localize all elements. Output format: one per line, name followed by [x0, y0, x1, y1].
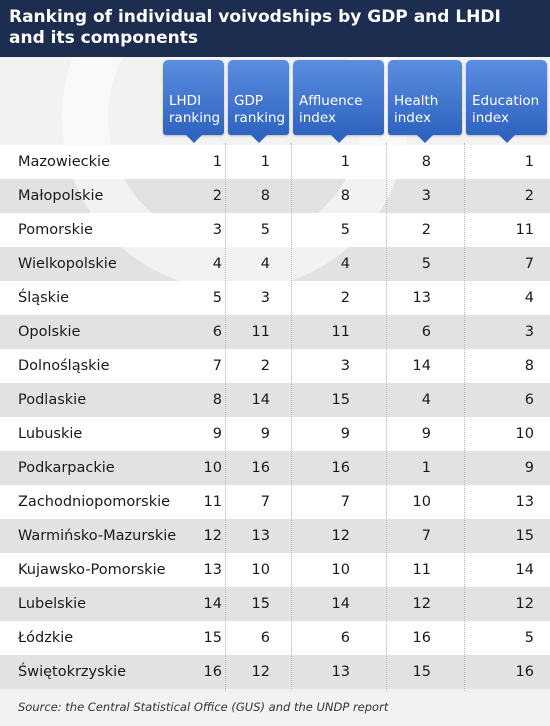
rank-value: 4 [260, 256, 270, 272]
rank-value: 13 [412, 290, 431, 306]
rank-value: 4 [421, 392, 431, 408]
rank-value: 10 [203, 460, 222, 476]
rank-value: 2 [421, 222, 431, 238]
column-divider [291, 143, 292, 691]
rank-value: 12 [203, 528, 222, 544]
rank-value: 5 [340, 222, 350, 238]
rank-value: 11 [251, 324, 270, 340]
region-name: Podlaskie [18, 392, 87, 408]
region-name: Opolskie [18, 324, 81, 340]
region-name: Mazowieckie [18, 154, 111, 170]
column-header-label: GDP ranking [234, 93, 286, 126]
rank-value: 7 [212, 358, 222, 374]
rank-value: 15 [331, 392, 350, 408]
rank-value: 2 [212, 188, 222, 204]
rank-value: 14 [203, 596, 222, 612]
column-divider [225, 143, 226, 691]
rank-value: 7 [260, 494, 270, 510]
rank-value: 11 [515, 222, 534, 238]
rank-value: 12 [251, 664, 270, 680]
region-name: Wielkopolskie [18, 256, 117, 272]
rank-value: 9 [212, 426, 222, 442]
column-header-label: LHDI ranking [169, 93, 221, 126]
rank-value: 8 [524, 358, 534, 374]
rank-value: 1 [260, 154, 270, 170]
rank-value: 4 [340, 256, 350, 272]
rank-value: 16 [251, 460, 270, 476]
rank-value: 16 [412, 630, 431, 646]
rank-value: 1 [212, 154, 222, 170]
rank-value: 3 [212, 222, 222, 238]
rank-value: 7 [524, 256, 534, 272]
region-name: Kujawsko-Pomorskie [18, 562, 166, 578]
rank-value: 16 [331, 460, 350, 476]
rank-value: 14 [251, 392, 270, 408]
column-header-label: Health index [394, 93, 439, 126]
rank-value: 4 [524, 290, 534, 306]
rank-value: 3 [340, 358, 350, 374]
rank-value: 10 [251, 562, 270, 578]
rank-value: 3 [260, 290, 270, 306]
column-header [293, 60, 384, 135]
rank-value: 2 [260, 358, 270, 374]
region-name: Śląskie [18, 290, 70, 306]
region-name: Zachodniopomorskie [18, 494, 171, 510]
chart-title: Ranking of individual voivodships by GDP and LHDI and its components [9, 7, 501, 48]
rank-value: 11 [331, 324, 350, 340]
column-header [466, 60, 547, 135]
rank-value: 8 [212, 392, 222, 408]
rank-value: 1 [421, 460, 431, 476]
rank-value: 6 [524, 392, 534, 408]
rank-value: 13 [331, 664, 350, 680]
rank-value: 15 [203, 630, 222, 646]
rank-value: 2 [524, 188, 534, 204]
rank-value: 12 [331, 528, 350, 544]
column-divider [386, 143, 387, 691]
rank-value: 3 [421, 188, 431, 204]
rank-value: 15 [412, 664, 431, 680]
rank-value: 3 [524, 324, 534, 340]
region-name: Małopolskie [18, 188, 104, 204]
region-name: Świętokrzyskie [18, 664, 127, 680]
rank-value: 9 [421, 426, 431, 442]
rank-value: 1 [340, 154, 350, 170]
rank-value: 13 [515, 494, 534, 510]
rank-value: 12 [515, 596, 534, 612]
region-name: Podkarpackie [18, 460, 115, 476]
rank-value: 2 [340, 290, 350, 306]
rank-value: 6 [260, 630, 270, 646]
rank-value: 14 [331, 596, 350, 612]
rank-value: 5 [524, 630, 534, 646]
rank-value: 7 [421, 528, 431, 544]
region-name: Pomorskie [18, 222, 93, 238]
region-name: Łódzkie [18, 630, 74, 646]
rank-value: 14 [412, 358, 431, 374]
rank-value: 1 [524, 154, 534, 170]
rank-value: 12 [412, 596, 431, 612]
row-stripe [0, 621, 550, 655]
column-header-label: Affluence index [299, 93, 363, 126]
rank-value: 11 [412, 562, 431, 578]
rank-value: 9 [524, 460, 534, 476]
column-header [228, 60, 289, 135]
rank-value: 14 [515, 562, 534, 578]
rank-value: 10 [331, 562, 350, 578]
column-header [163, 60, 224, 135]
rank-value: 11 [203, 494, 222, 510]
rank-value: 16 [203, 664, 222, 680]
region-name: Lubelskie [18, 596, 87, 612]
rank-value: 15 [251, 596, 270, 612]
region-name: Warmińsko-Mazurskie [18, 528, 177, 544]
column-divider [464, 143, 465, 691]
rank-value: 13 [251, 528, 270, 544]
rank-value: 8 [421, 154, 431, 170]
rank-value: 9 [260, 426, 270, 442]
rank-value: 13 [203, 562, 222, 578]
rank-value: 9 [340, 426, 350, 442]
rank-value: 5 [260, 222, 270, 238]
rank-value: 6 [421, 324, 431, 340]
row-stripe [0, 417, 550, 451]
region-name: Dolnośląskie [18, 358, 110, 374]
rank-value: 6 [212, 324, 222, 340]
rank-value: 7 [340, 494, 350, 510]
region-name: Lubuskie [18, 426, 83, 442]
rank-value: 4 [212, 256, 222, 272]
source-note: Source: the Central Statistical Office (GUS) and the UNDP report [18, 700, 389, 714]
rank-value: 5 [421, 256, 431, 272]
row-stripe [0, 315, 550, 349]
column-header [388, 60, 462, 135]
rank-value: 15 [515, 528, 534, 544]
rank-value: 6 [340, 630, 350, 646]
rank-value: 10 [515, 426, 534, 442]
rank-value: 16 [515, 664, 534, 680]
title-bar [0, 0, 550, 57]
rank-value: 8 [340, 188, 350, 204]
rank-value: 5 [212, 290, 222, 306]
column-header-label: Education index [472, 93, 540, 126]
rank-value: 10 [412, 494, 431, 510]
rank-value: 8 [260, 188, 270, 204]
